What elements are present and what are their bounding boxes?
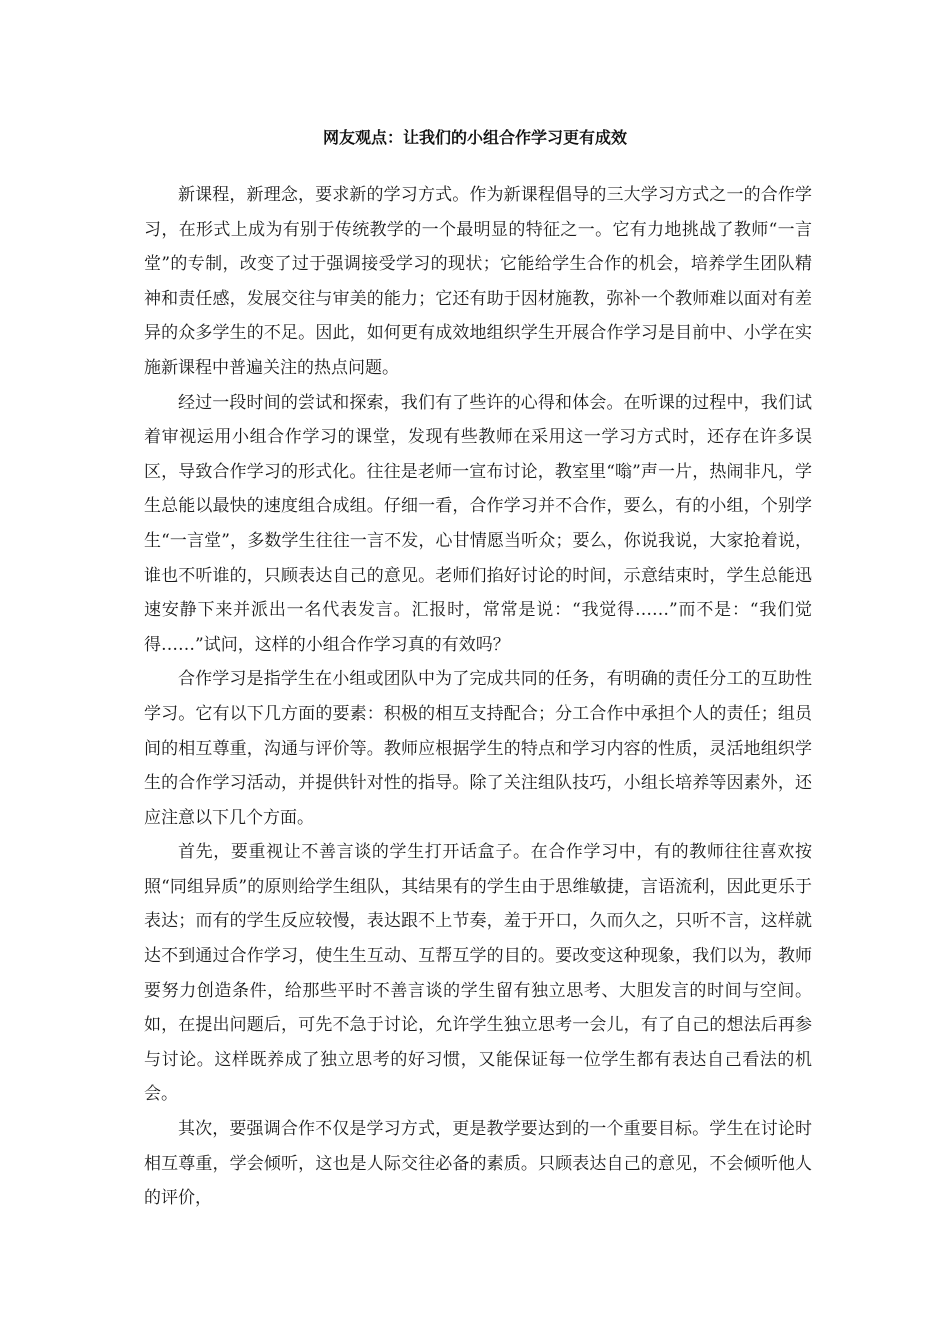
document-title: 网友观点：让我们的小组合作学习更有成效 xyxy=(322,128,627,147)
paragraph-4: 首先，要重视让不善言谈的学生打开话盒子。在合作学习中，有的教师往往喜欢按照“同组异质”的原则给学生组队，其结果有的学生由于思维敏捷，言语流利，因此更乐于表达；而有的学生反应较慢，表达跟不上节奏，羞于开口，久而久之，只听不言，这样就达不到通过合作学习，使生生互动、互帮互学的目的。要改变这种现象，我们以为，教师要努力创造条件，给那些平时不善言谈的学生留有独立思考、大胆发言的时间与空间。如，在提出问题后，可先不急于讨论，允许学生独立思考一会儿，有了自己的想法后再参与讨论。这样既养成了独立思考的好习惯，又能保证每一位学生都有表达自己看法的机会。 xyxy=(144,842,812,1105)
paragraph-5: 其次，要强调合作不仅是学习方式，更是教学要达到的一个重要目标。学生在讨论时相互尊重，学会倾听，这也是人际交往必备的素质。只顾表达自己的意见，不会倾听他人的评价， xyxy=(144,1119,812,1209)
paragraph-3: 合作学习是指学生在小组或团队中为了完成共同的任务，有明确的责任分工的互助性学习。它有以下几方面的要素：积极的相互支持配合；分工合作中承担个人的责任；组员间的相互尊重，沟通与评价等。教师应根据学生的特点和学习内容的性质，灵活地组织学生的合作学习活动，并提供针对性的指导。除了关注组队技巧，小组长培养等因素外，还应注意以下几个方面。 xyxy=(144,669,812,828)
document-body xyxy=(144,178,812,1216)
paragraph-1: 新课程，新理念，要求新的学习方式。作为新课程倡导的三大学习方式之一的合作学习，在形式上成为有别于传统教学的一个最明显的特征之一。它有力地挑战了教师“一言堂”的专制，改变了过于强调接受学习的现状；它能给学生合作的机会，培养学生团队精神和责任感，发展交往与审美的能力；它还有助于因材施教，弥补一个教师难以面对有差异的众多学生的不足。因此，如何更有成效地组织学生开展合作学习是目前中、小学在实施新课程中普遍关注的热点问题。 xyxy=(144,185,812,378)
paragraph-2: 经过一段时间的尝试和探索，我们有了些许的心得和体会。在听课的过程中，我们试着审视运用小组合作学习的课堂，发现有些教师在采用这一学习方式时，还存在许多误区，导致合作学习的形式化。往往是老师一宣布讨论，教室里“嗡”声一片，热闹非凡，学生总能以最快的速度组合成组。仔细一看，合作学习并不合作，要么，有的小组，个别学生“一言堂”，多数学生往往一言不发，心甘情愿当听众；要么，你说我说，大家抢着说，谁也不听谁的，只顾表达自己的意见。老师们掐好讨论的时间，示意结束时，学生总能迅速安静下来并派出一名代表发言。汇报时，常常是说：“我觉得……”而不是：“我们觉得……”试问，这样的小组合作学习真的有效吗？ xyxy=(144,392,812,655)
